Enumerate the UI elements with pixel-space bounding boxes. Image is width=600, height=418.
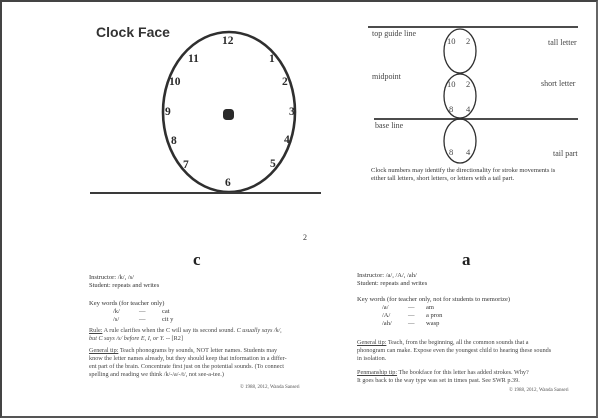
card-a-instructor: Instructor: /a/, /A/, /ah/ [357,272,417,279]
clock-number-11: 11 [188,53,199,65]
card-c-key-word-dash: — [139,316,146,323]
card-c-instructor: Instructor: /k/, /s/ [89,274,134,281]
oval-number-2: 2 [466,36,471,46]
oval-number-4: 4 [466,147,471,157]
card-a-key-word-sound: /A/ [382,312,391,319]
tip-text: It goes back to the way type was set in times past. See SWR p.39. [357,377,520,384]
general-tip-label: General tip: [89,347,119,354]
rule-text: A rule clarifies when the C will say its second sound. [102,327,237,334]
oval-number-4: 4 [466,104,471,114]
card-a-student: Student: repeats and writes [357,280,428,287]
card-c-key-words-heading: Key words (for teacher only) [89,300,165,307]
clock-center-dot [223,109,234,120]
midpoint-label: midpoint [372,72,401,81]
card-c-student: Student: repeats and writes [89,282,160,289]
card-a-key-word: wasp [426,320,440,327]
clock-number-7: 7 [183,159,189,171]
card-a-key-word: a pron [426,312,443,319]
clock-number-9: 9 [165,106,171,118]
clock-face-title: Clock Face [96,24,170,40]
card-c-rule [89,327,329,343]
clock-number-5: 5 [270,158,276,170]
clock-number-10: 10 [169,76,181,88]
base-line-label: base line [375,121,404,130]
penmanship-tip-label: Penmanship tip: [357,369,398,376]
oval-number-10: 10 [447,36,456,46]
clock-number-3: 3 [289,106,295,118]
card-a-key-word-dash: — [408,304,415,311]
clock-number-4: 4 [284,134,290,146]
card-c-copyright: © 1988, 2012, Wanda Sanseri [240,385,300,390]
rule-italic: C usually says /k/, [236,327,282,334]
card-a-key-word-sound: /ah/ [382,320,392,327]
guide-caption [371,167,591,183]
oval-number-2: 2 [466,79,471,89]
clock-number-6: 6 [225,177,231,189]
card-c-key-word-sound: /s/ [113,316,120,323]
card-a-key-words-heading: Key words (for teacher only, not for students to memorize) [357,296,511,303]
card-a-penmanship-tip [357,369,597,385]
tip-text: Teach, from the beginning, all the common sounds that a [386,339,529,346]
tail-part-label: tail part [553,149,578,158]
page-number: 2 [303,233,307,242]
clock-number-2: 2 [282,76,288,88]
top-guide-line-label: top guide line [372,29,416,38]
card-c-key-word-dash: — [139,308,146,315]
card-a-general-tip [357,339,597,363]
tip-text: Teach phonograms by sounds, NOT letter names. Students may [118,347,278,354]
oval-number-8: 8 [449,104,454,114]
general-tip-label: General tip: [357,339,387,346]
rule-ref: -- [R2] [164,335,183,342]
tip-text: The bookface for this letter has added strokes. Why? [397,369,529,376]
caption-line: Clock numbers may identify the directionality for stroke movements is [371,167,556,174]
card-a-copyright: © 1988, 2012, Wanda Sanseri [509,388,569,393]
clock-number-8: 8 [171,135,177,147]
card-c-key-word: cit y [162,316,174,323]
oval-number-8: 8 [449,147,454,157]
card-a-key-word-dash: — [408,320,415,327]
clock-number-1: 1 [269,53,275,65]
short-letter-label: short letter [541,79,576,88]
card-c-general-tip [89,347,329,379]
tip-text: phonogram can make. Expose even the youngest child to hearing these sounds [357,347,552,354]
card-c-key-word: cat [162,308,170,315]
card-a-key-word-sound: /a/ [382,304,389,311]
card-c-letter: c [193,250,201,269]
tall-letter-label: tall letter [548,38,577,47]
tip-text: in isolation. [357,355,387,362]
oval-number-10: 10 [447,79,456,89]
tip-text: spelling and reading we think /k/-/a/-/t/, not see-a-tee.) [89,371,224,378]
caption-line: either tall letters, short letters, or letters with a tail part. [371,175,515,183]
rule-label: Rule: [89,327,103,334]
tip-text: know the letter names already, but they should keep that information in a differ- [89,355,287,362]
card-a-key-word: am [426,304,434,311]
card-a-letter: a [462,250,471,269]
tip-text: ent part of the brain. Concentrate first just on the potential sounds. (To connect [89,363,284,370]
rule-italic: but C says /s/ before E, I, or Y. [89,335,165,342]
card-a-key-word-dash: — [408,312,415,319]
card-c-key-word-sound: /k/ [113,308,120,315]
clock-number-12: 12 [222,35,234,47]
